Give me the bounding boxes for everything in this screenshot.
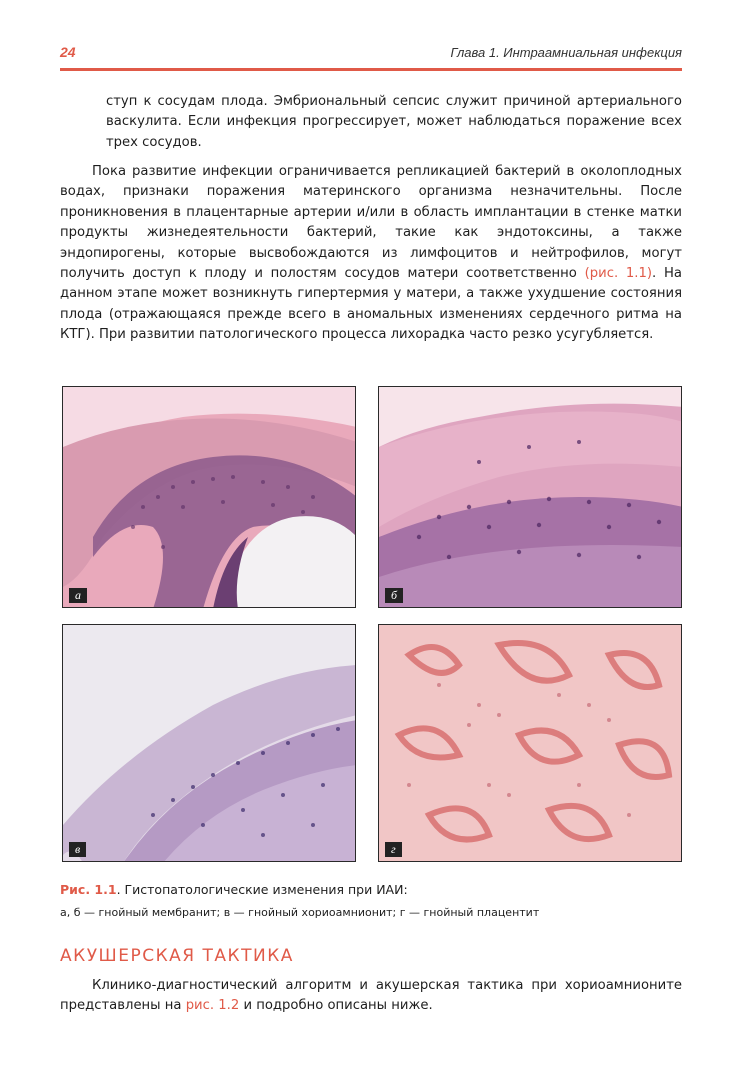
figure-id: Рис. 1.1 [60, 882, 117, 897]
paragraph-infection-text-1: Пока развитие инфекции ограничивается репликацией бактерий в околоплодных водах, признаки поражения материнского организма незначительны. После проникновения в плацентарные артерии и/или в область имплантации в стенке матки продукты жизнедеятельности бактерий, такие как эндотоксины, а также эндопирогены, которые высвобождаются из лимфоцитов и нейтрофилов, могут получить доступ к плоду и полостям сосудов матери соответственно [60, 164, 682, 282]
paragraph-infection-text-2: . На данном этапе может возникнуть гипертермия у матери, а также ухудшение состояния плода (отражающаяся прежде всего в аномальных изменениях сердечного ритма на КТГ). При развитии патологического процесса лихорадка часто резко усугубляется. [60, 266, 683, 343]
micrograph-image-c [63, 625, 356, 862]
figure-reference-1-2[interactable]: рис. 1.2 [185, 998, 240, 1014]
figure-caption-text: . Гистопатологические изменения при ИАИ: [116, 882, 408, 897]
micrograph-image-b [379, 387, 682, 608]
figure-caption-body: а, б — гнойный мембранит; в — гнойный хориоамнионит; г — гнойный плацентит [60, 906, 540, 919]
panel-label-d: г [385, 842, 402, 857]
paragraph-continuation: ступ к сосудам плода. Эмбриональный сепсис служит причиной артериального васкулита. Если инфекция прогрессирует, может наблюдаться поражение всех трех сосудов. [106, 94, 682, 150]
page-number: 24 [60, 44, 76, 60]
figure-caption-title [60, 882, 682, 897]
running-head: Глава 1. Интраамниальная инфекция [450, 45, 682, 60]
panel-label-c: в [69, 842, 86, 857]
panel-label-b: б [385, 588, 403, 603]
micrograph-image-a [63, 387, 356, 608]
section-title: АКУШЕРСКАЯ ТАКТИКА [60, 946, 294, 966]
paragraph-algorithm [60, 976, 682, 1017]
micrograph-image-d [379, 625, 682, 862]
micrograph-panel-a [62, 386, 356, 608]
page-header [60, 44, 682, 71]
paragraph-algorithm-text-2: и подробно описаны ниже. [239, 998, 433, 1014]
panel-label-a: а [69, 588, 87, 603]
micrograph-panel-b [378, 386, 682, 608]
paragraph-algorithm-text-1: Клинико-диагностический алгоритм и акушерская тактика при хориоамнионите представлены на [60, 978, 682, 1014]
micrograph-panel-c [62, 624, 356, 862]
figure-reference-1-1[interactable]: (рис. 1.1) [584, 266, 653, 282]
micrograph-panel-d [378, 624, 682, 862]
paragraph-infection [60, 162, 682, 346]
